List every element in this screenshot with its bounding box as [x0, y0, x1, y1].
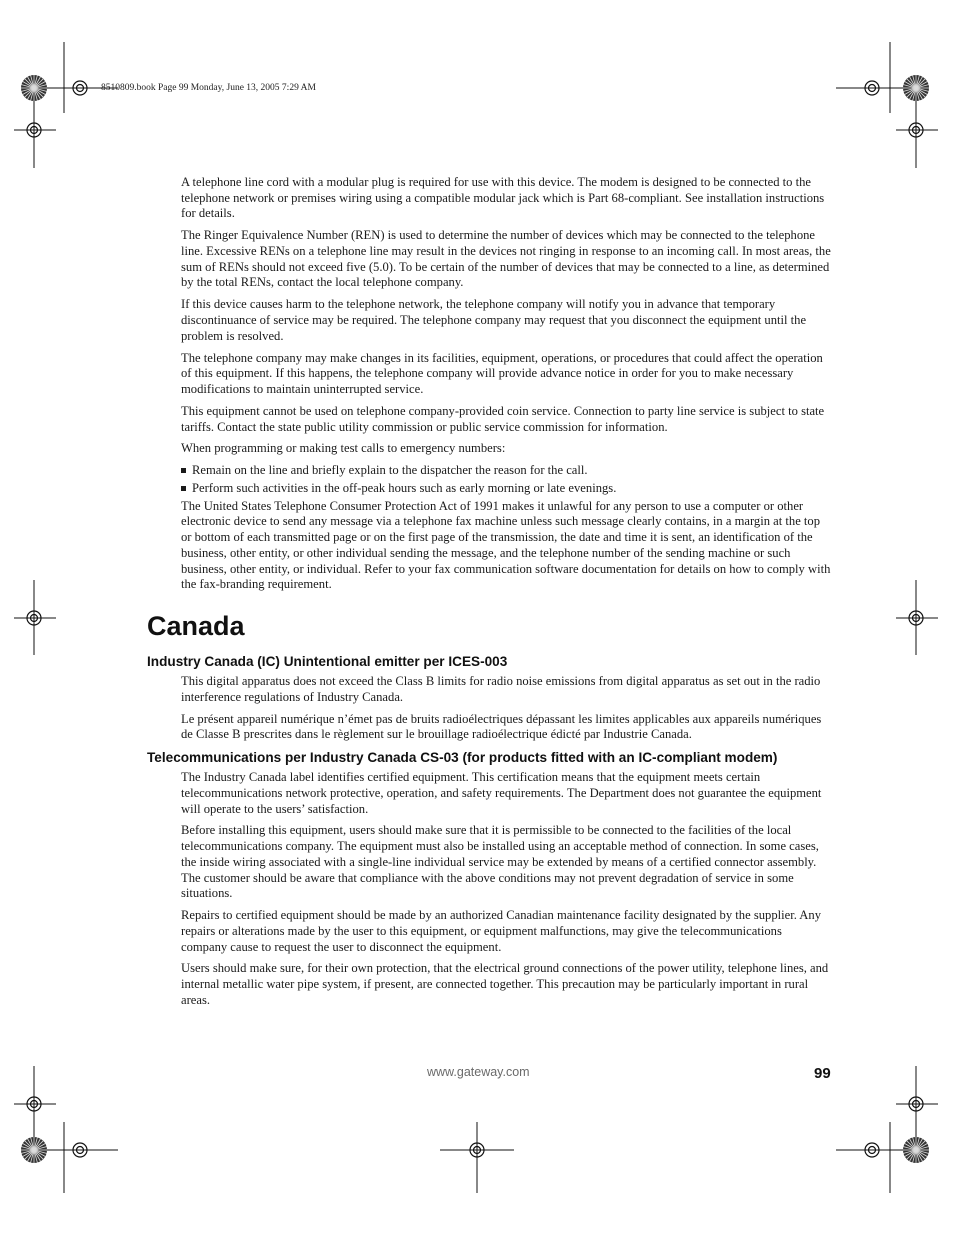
emergency-call-list — [181, 463, 831, 496]
list-item-text: Remain on the line and briefly explain to the dispatcher the reason for the call. — [192, 463, 588, 478]
section-title: Canada — [147, 611, 245, 641]
tcpa-paragraph: The United States Telephone Consumer Protection Act of 1991 makes it unlawful for any person to use a computer or other electronic device to send any message via a telephone fax machine unless such message clearly contains, in a margin at the top or bottom of each transmitted page or on the first page of the transmission, the date and time it is sent, an identification of the business, other entity, or other individual sending the message, and the telephone number of the sending machine or such business, other entity, or individual. Refer to your fax communication software documentation for details on how to comply with the fax-branding requirement. — [181, 498, 831, 592]
intro-paragraph: The telephone company may make changes in its facilities, equipment, operations, or procedures that could affect the operation of this equipment. If this happens, the telephone company will provide advance notice in order for you to make necessary modifications to maintain uninterrupted service. — [181, 350, 823, 396]
page-body — [147, 175, 831, 1015]
intro-paragraph: If this device causes harm to the telephone network, the telephone company will notify you in advance that temporary discontinuance of service may be required. The telephone company may request that you disconnect the equipment until the problem is resolved. — [181, 297, 807, 343]
list-item-text: Perform such activities in the off-peak hours such as early morning or late evenings. — [192, 481, 617, 496]
intro-paragraph: This equipment cannot be used on telephone company-provided coin service. Connection to party line service is subject to state tariffs. Contact the state public utility commission or public service commission for information. — [181, 403, 825, 434]
intro-paragraph: The Ringer Equivalence Number (REN) is used to determine the number of devices which may be connected to the telephone line. Excessive RENs on a telephone line may result in the devices not ringing in response to an incoming call. In most areas, the sum of RENs should not exceed five (5.0). To be certain of the number of devices that may be connected to a line, as determined by the total RENs, contact the local telephone company. — [181, 228, 831, 290]
list-item — [181, 481, 831, 497]
telecom-heading: Telecommunications per Industry Canada CS-03 (for products fitted with an IC-compliant modem) — [147, 750, 778, 766]
print-slug: 8510809.book Page 99 Monday, June 13, 2005 7:29 AM — [101, 83, 316, 93]
bullet-square-icon — [181, 486, 186, 491]
page-number: 99 — [814, 1065, 831, 1082]
telecom-paragraph: The Industry Canada label identifies certified equipment. This certification means that the equipment meets certain telecommunications network protective, operation, and safety requirements. The Department does not guarantee the equipment will operate to the users’ satisfaction. — [181, 770, 822, 816]
telecom-paragraph: Users should make sure, for their own protection, that the electrical ground connections of the power utility, telephone lines, and internal metallic water pipe system, if present, are connected together. This precaution may be particularly important in rural areas. — [181, 961, 829, 1007]
footer-url: www.gateway.com — [427, 1065, 530, 1079]
ic-paragraph: Le présent appareil numérique n’émet pas de bruits radioélectriques dépassant les limites applicables aux appareils numériques de Classe B prescrites dans le règlement sur le brouillage radioélectrique édicté par Industrie Canada. — [181, 711, 822, 742]
bullet-square-icon — [181, 468, 186, 473]
intro-paragraph: A telephone line cord with a modular plug is required for use with this device. The modem is designed to be connected to the telephone network or premises wiring using a compatible modular jack which is Part 68-compliant. See installation instructions for details. — [181, 175, 825, 221]
intro-paragraph: When programming or making test calls to emergency numbers: — [181, 441, 506, 456]
ic-paragraph: This digital apparatus does not exceed the Class B limits for radio noise emissions from digital apparatus as set out in the radio interference regulations of Industry Canada. — [181, 674, 821, 704]
ic-heading: Industry Canada (IC) Unintentional emitter per ICES-003 — [147, 654, 508, 669]
telecom-paragraph: Before installing this equipment, users should make sure that it is permissible to be connected to the facilities of the local telecommunications company. The equipment must also be installed using an acceptable method of connection. In some cases, the inside wiring associated with a single-line individual service may be extended by means of a certified connector assembly. The customer should be aware that compliance with the above conditions may not prevent degradation of service in some situations. — [181, 823, 819, 901]
list-item — [181, 463, 831, 479]
telecom-paragraph: Repairs to certified equipment should be made by an authorized Canadian maintenance facility designated by the supplier. Any repairs or alterations made by the user to this equipment, or equipment malfunctions, may give the telecommunications company cause to request the user to disconnect the equipment. — [181, 908, 821, 954]
